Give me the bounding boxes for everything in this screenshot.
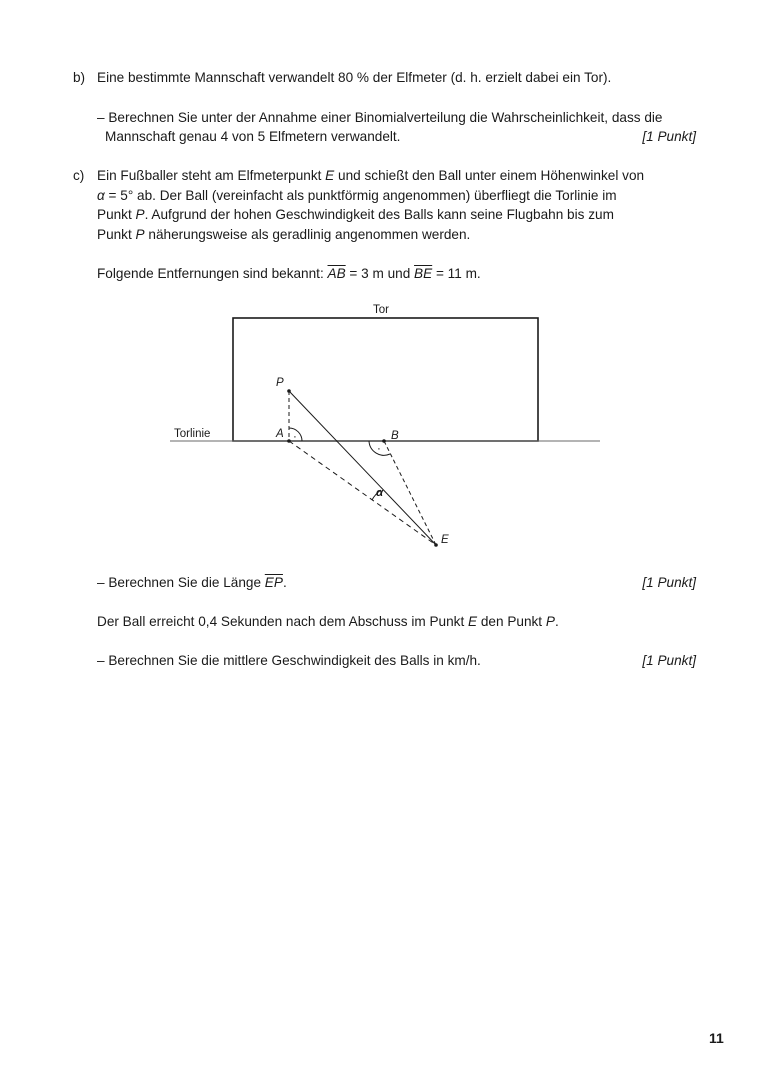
right-angle-dot-A: ·	[293, 431, 297, 443]
point-A	[287, 439, 291, 443]
label-A: A	[276, 428, 284, 440]
label-P: P	[276, 377, 284, 389]
segment-AE	[289, 441, 436, 545]
right-angle-dot-B: ·	[377, 443, 381, 455]
part-b-points: [1 Punkt]	[642, 129, 696, 144]
part-c-info: Der Ball erreicht 0,4 Sekunden nach dem Abschuss im Punkt E den Punkt P.	[97, 614, 559, 629]
part-c-task2: – Berechnen Sie die mittlere Geschwindigkeit des Balls in km/h.	[97, 653, 481, 668]
goal-line-label: Torlinie	[174, 428, 211, 440]
point-B	[382, 439, 386, 443]
point-E	[434, 543, 438, 547]
goal-label: Tor	[373, 304, 389, 316]
part-b-task-line1: – Berechnen Sie unter der Annahme einer Binomialverteilung die Wahrscheinlichkeit, dass die	[97, 110, 663, 125]
part-c-line2: α = 5° ab. Der Ball (vereinfacht als punktförmig angenommen) überfliegt die Torlinie im	[97, 188, 617, 203]
segment-PE	[289, 391, 436, 545]
part-c-known-distances: Folgende Entfernungen sind bekannt: $\overline{AB} = 3$ m und $\overline{BE} = 11$ m.	[97, 266, 481, 281]
part-c-line4: Punkt P näherungsweise als geradlinig angenommen werden.	[97, 227, 471, 242]
part-b-task-line2: Mannschaft genau 4 von 5 Elfmetern verwandelt.	[105, 129, 401, 144]
part-c-label: c)	[73, 168, 85, 183]
part-b-label: b)	[73, 70, 86, 85]
label-B: B	[391, 430, 399, 442]
part-c-line3: Punkt P. Aufgrund der hohen Geschwindigkeit des Balls kann seine Flugbahn bis zum	[97, 207, 614, 222]
part-c-task2-points: [1 Punkt]	[642, 653, 696, 668]
page-number: 11	[709, 1030, 724, 1046]
part-b-intro: Eine bestimmte Mannschaft verwandelt 80 % der Elfmeter (d. h. erzielt dabei ein Tor).	[97, 70, 612, 85]
part-c-task1: – Berechnen Sie die Länge $\overline{EP}$.	[97, 575, 287, 590]
label-E: E	[441, 534, 449, 546]
point-P	[287, 389, 291, 393]
part-c-line1: Ein Fußballer steht am Elfmeterpunkt E und schießt den Ball unter einem Höhenwinkel von	[97, 168, 645, 183]
label-alpha: α	[376, 487, 384, 499]
segment-BE	[384, 441, 436, 545]
part-c-task1-points: [1 Punkt]	[642, 575, 696, 590]
